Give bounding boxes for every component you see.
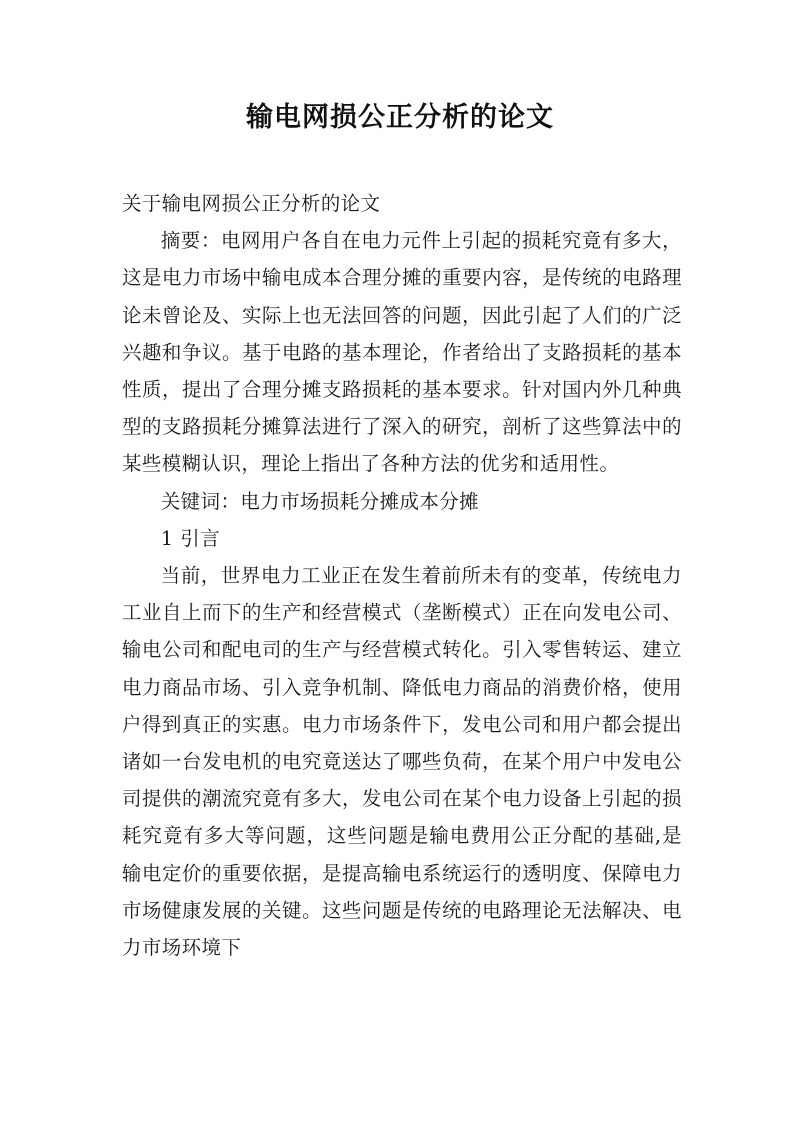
keywords-line: 关键词：电力市场损耗分摊成本分摊 (160, 489, 480, 513)
document-body (122, 185, 682, 966)
document-title: 输电网损公正分析的论文 (246, 102, 554, 133)
abstract-paragraph: 摘要：电网用户各自在电力元件上引起的损耗究竟有多大，这是电力市场中输电成本合理分摊的重要内容，是传统的电路理论未曾论及、实际上也无法回答的问题，因此引起了人们的广泛兴趣和争议。基于电路的基本理论，作者给出了支路损耗的基本性质，提出了合理分摊支路损耗的基本要求。针对国内外几种典型的支路损耗分摊算法进行了深入的研究，剖析了这些算法中的某些模糊认识，理论上指出了各种方法的优劣和适用性。 (122, 229, 682, 476)
subtitle-line: 关于输电网损公正分析的论文 (122, 192, 381, 215)
section-heading: 1 引言 (160, 526, 221, 550)
intro-paragraph: 当前，世界电力工业正在发生着前所未有的变革，传统电力工业自上而下的生产和经营模式（垄断模式）正在向发电公司、输电公司和配电司的生产与经营模式转化。引入零售转运、建立电力商品市场、引入竞争机制、降低电力商品的消费价格，使用户得到真正的实惠。电力市场条件下，发电公司和用户都会提出诸如一台发电机的电究竟送达了哪些负荷，在某个用户中发电公司提供的潮流究竟有多大，发电公司在某个电力设备上引起的损耗究竟有多大等问题，这些问题是输电费用公正分配的基础,是输电定价的重要依据，是提高输电系统运行的透明度、保障电力市场健康发展的关键。这些问题是传统的电路理论无法解决、电力市场环境下 (122, 564, 682, 960)
